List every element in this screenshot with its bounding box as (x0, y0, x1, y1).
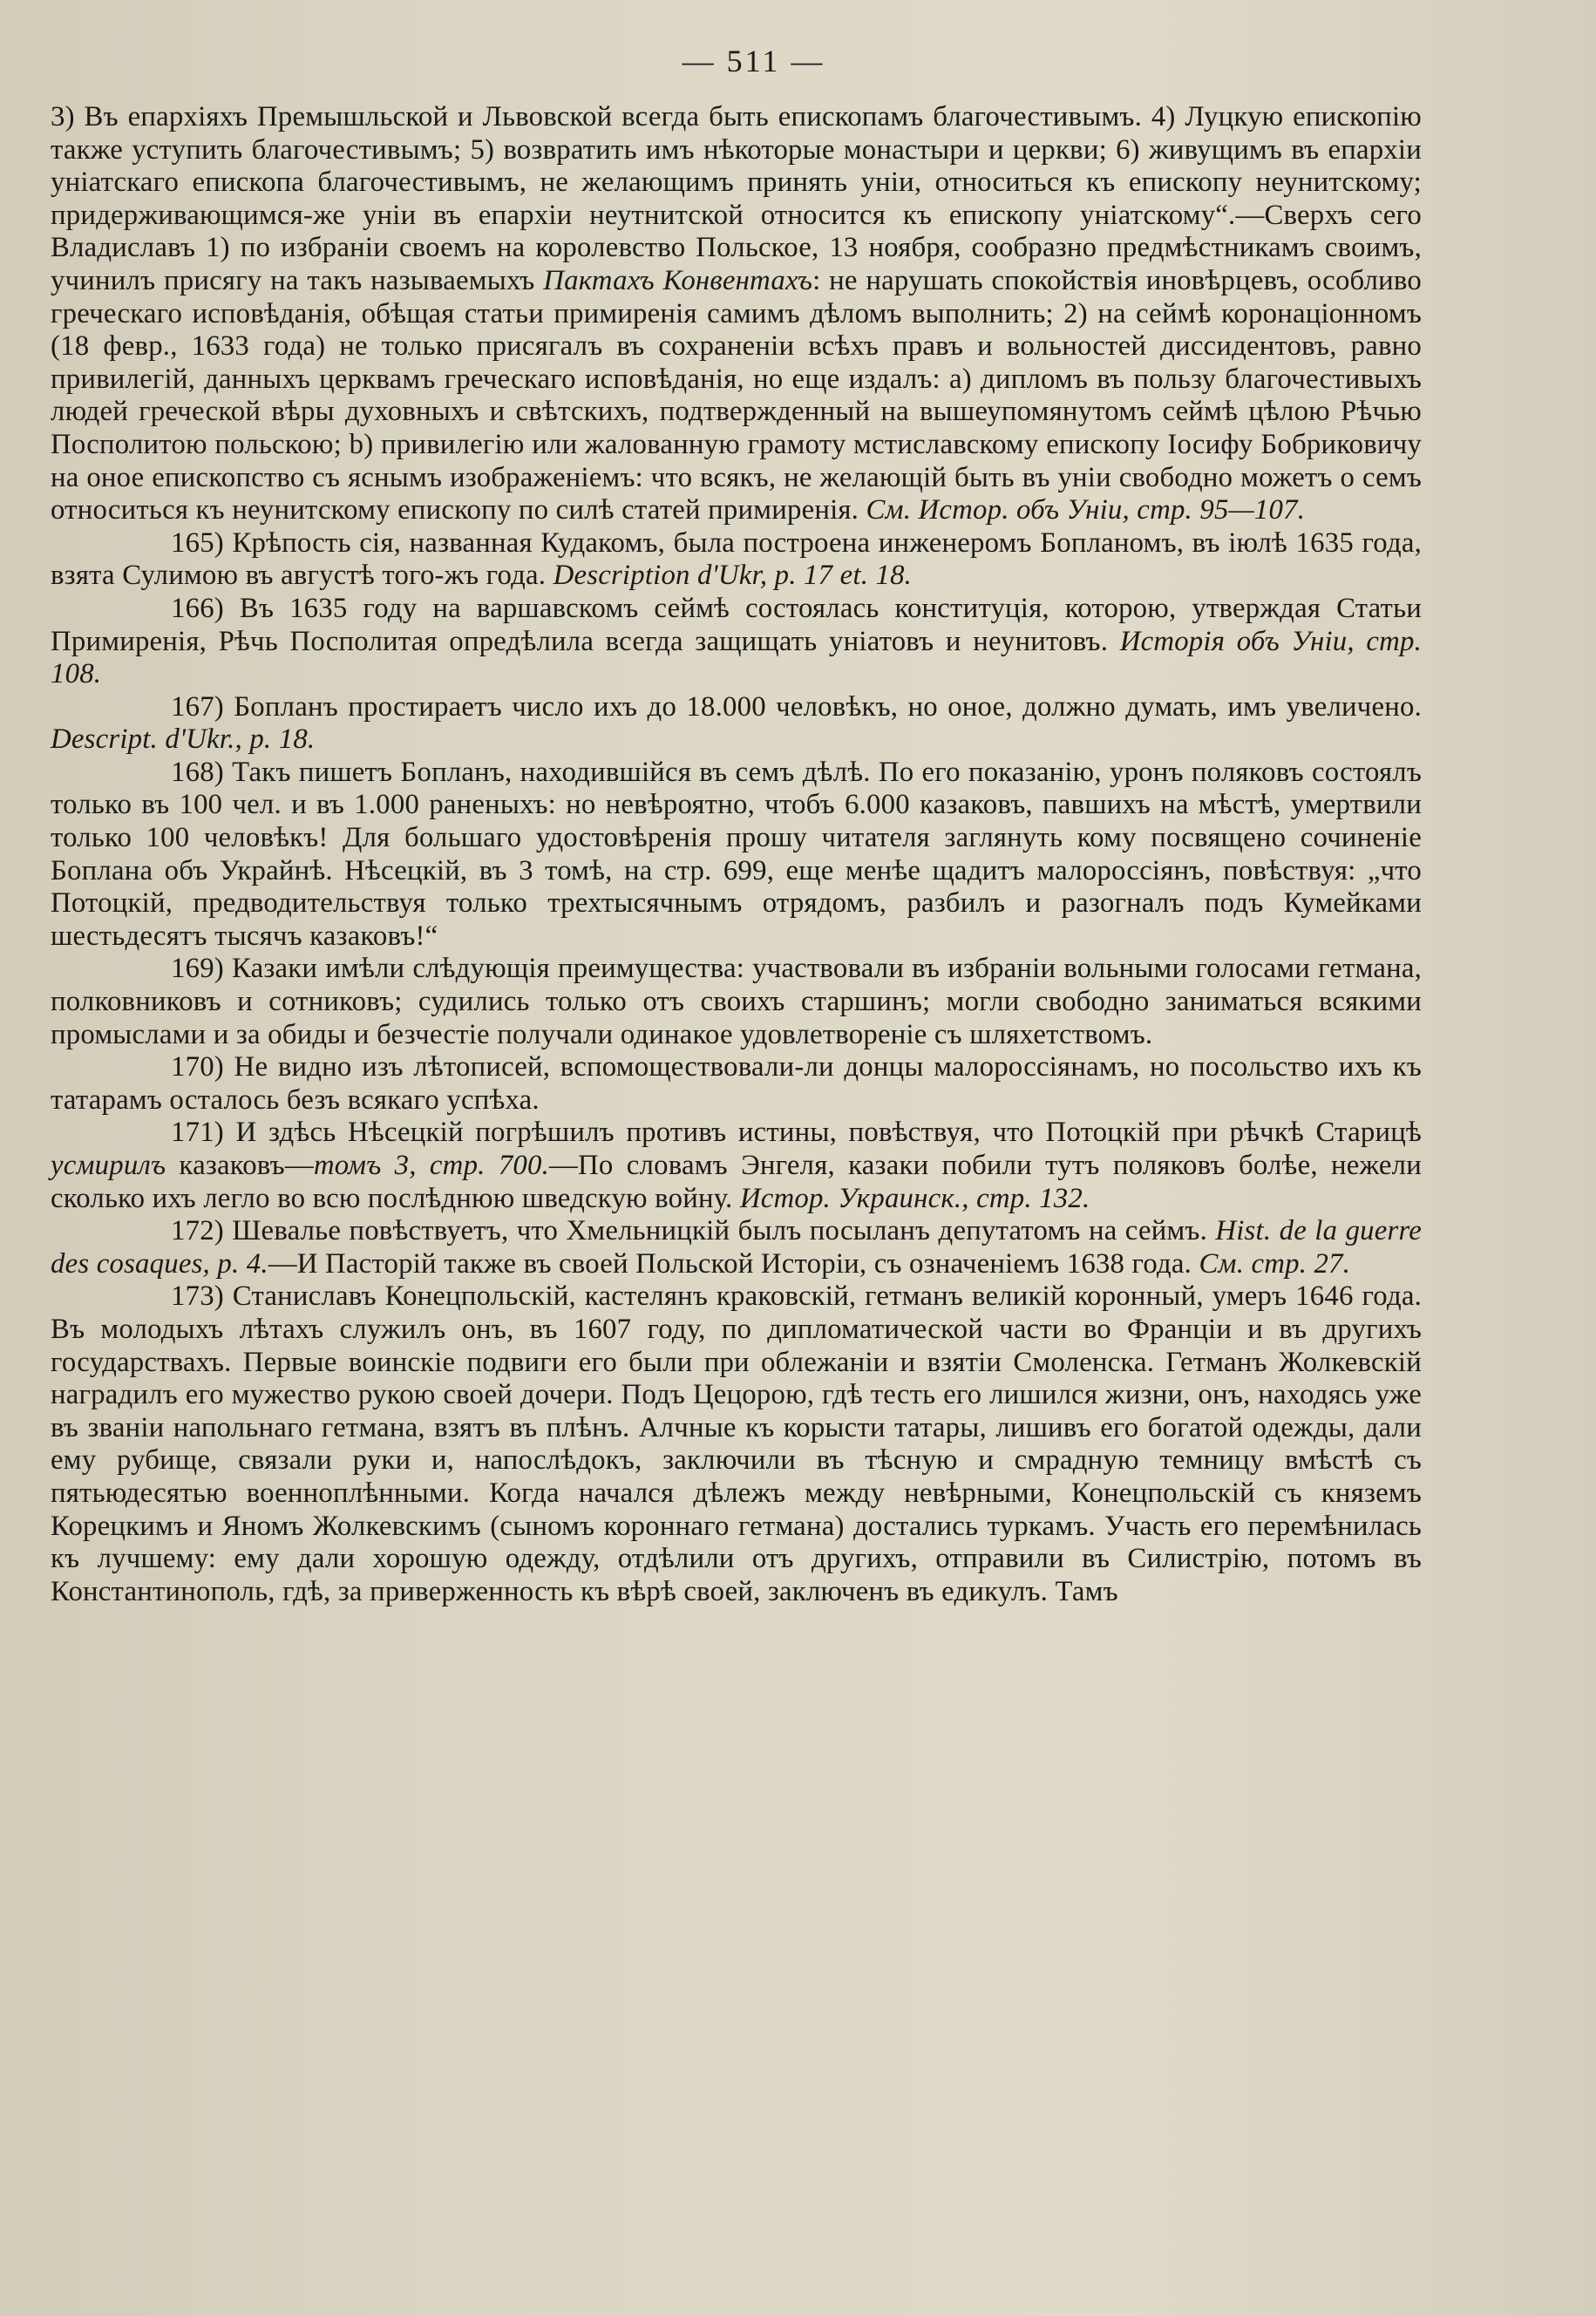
note-source: Исторія объ Уніи, стр. 108. (51, 625, 1422, 690)
note-source: Пактахъ Конвентахъ (543, 264, 813, 296)
footnote-167 (51, 691, 1422, 757)
note-source: Descript. d'Ukr., p. 18. (51, 723, 316, 756)
note-text: 165) Крѣпость сія, названная Кудакомъ, была построена инженеромъ Бопланомъ, въ іюлѣ 1635 года, взята Сулимою въ августѣ того-жъ года. (51, 526, 1422, 592)
note-text: 172) Шевалье повѣствуетъ, что Хмельницкій былъ посыланъ депутатомъ на сеймъ. (171, 1215, 1216, 1247)
note-text: 171) И здѣсь Нѣсецкій погрѣшилъ противъ истины, повѣствуя, что Потоцкій при рѣчкѣ Старицѣ (171, 1117, 1422, 1149)
footnote-173 (51, 1280, 1422, 1608)
footnote-170 (51, 1051, 1422, 1117)
footnote-171 (51, 1117, 1422, 1215)
note-source: См. стр. 27. (1199, 1247, 1351, 1280)
note-source: Hist. de la guerre des cosaques, p. 4. (51, 1215, 1422, 1280)
footnote-168 (51, 757, 1422, 954)
footnote-continuation (51, 101, 1422, 527)
note-source: усмирилъ (51, 1150, 166, 1181)
note-source: См. Истор. объ Уніи, стр. 95—107. (866, 494, 1306, 526)
note-text: —По словамъ Энгеля, казаки побили тутъ поляковъ болѣе, нежели сколько ихъ легло во всю послѣднюю шведскую войну. (51, 1150, 1422, 1214)
note-text: казаковъ— (166, 1150, 314, 1181)
footnote-165 (51, 527, 1422, 593)
footnote-169 (51, 953, 1422, 1051)
note-source: Description d'Ukr, p. 17 et. 18. (553, 560, 913, 592)
page-number: — 511 — (682, 44, 825, 78)
footnote-172 (51, 1215, 1422, 1280)
footnote-166 (51, 593, 1422, 691)
note-text: 173) Станиславъ Конецпольскій, кастелянъ краковскій, гетманъ великій коронный, умеръ 1646 года. Въ молодыхъ лѣтахъ служилъ онъ, въ 1607 году, по дипломатической части во Франціи и въ другихъ государствахъ. Первые воинскіе подвиги его были при облежаніи и взятіи Смоленска. Гетманъ Жолкевскій наградилъ его мужество рукою своей дочери. Подъ Цецорою, гдѣ тесть его лишился жизни, онъ, находясь уже въ званіи напольнаго гетмана, взятъ въ плѣнъ. Алчные къ корысти татары, лишивъ его богатой одежды, дали ему рубище, связали руки и, напослѣдокъ, заключили въ тѣсную и смрадную темницу вмѣстѣ съ пятьюдесятью военноплѣнными. Когда начался дѣлежъ между невѣрными, Конецпольскій съ княземъ Корецкимъ и Яномъ Жолкевскимъ (сыномъ короннаго гетмана) достались туркамъ. Участь его перемѣнилась къ лучшему: ему дали хорошую одежду, отдѣлили отъ другихъ, отправили въ Силистрію, потомъ въ Константинополь, гдѣ, за приверженность къ вѣрѣ своей, заключенъ въ едикулъ. Тамъ (51, 1280, 1422, 1607)
note-text: 168) Такъ пишетъ Бопланъ, находившійся въ семъ дѣлѣ. По его показанію, уронъ поляковъ состоялъ только въ 100 чел. и въ 1.000 раненыхъ: но невѣроятно, чтобъ 6.000 казаковъ, павшихъ на мѣстѣ, умертвили только 100 человѣкъ! Для большаго удостовѣренія прошу читателя заглянуть кому посвящено сочиненіе Боплана объ Украйнѣ. Нѣсецкій, въ 3 томѣ, на стр. 699, еще менѣе щадитъ малороссіянъ, повѣствуя: „что Потоцкій, предводительствуя только трехтысячнымъ отрядомъ, разбилъ и разогналъ подъ Кумейками шестьдесятъ тысячъ казаковъ!“ (51, 756, 1422, 952)
note-text: 3) Въ епархіяхъ Премышльской и Львовской всегда быть епископамъ благочестивымъ. 4) Луцкую епископію также уступить благочестивымъ; 5) возвратить имъ нѣкоторые монастыри и церкви; 6) живущимъ въ епархіи уніатскаго епископа благочестивымъ, не желающимъ принять уніи, относиться къ епископу неунитскому; придерживающимся-же уніи въ епархіи неутнитской относится къ епископу уніатскому“.—Сверхъ сего Владиславъ 1) по избраніи своемъ на королевство Польское, 13 ноября, сообразно предмѣстникамъ своимъ, учинилъ присягу на такъ называемыхъ (51, 101, 1422, 296)
note-text: 167) Бопланъ простираетъ число ихъ до 18.000 человѣкъ, но оное, должно думать, имъ увеличено. (171, 690, 1422, 723)
note-text: —И Пасторій также въ своей Польской Исторіи, съ означеніемъ 1638 года. (268, 1247, 1199, 1280)
note-source: Истор. Украинск., стр. 132. (739, 1182, 1090, 1214)
note-text: 170) Не видно изъ лѣтописей, вспомоществовали-ли донцы малороссіянамъ, но посольство ихъ къ татарамъ осталось безъ всякаго успѣха. (51, 1051, 1422, 1116)
note-source: томъ 3, стр. 700. (313, 1150, 550, 1181)
note-text: 166) Въ 1635 году на варшавскомъ сеймѣ состоялась конституція, которою, утверждая Статьи Примиренія, Рѣчь Посполитая опредѣлила всегда защищать уніатовъ и неунитовъ. (51, 592, 1422, 657)
note-text: : не нарушать спокойствія иновѣрцевъ, особливо греческаго исповѣданія, обѣщая статьи примиренія самимъ дѣломъ выполнить; 2) на сеймѣ коронаціонномъ (18 февр., 1633 года) не только присягалъ въ сохраненіи всѣхъ правъ и вольностей диссидентовъ, равно привилегій, данныхъ церквамъ греческаго исповѣданія, но еще издалъ: a) дипломъ въ пользу благочестивыхъ людей греческой вѣры духовныхъ и свѣтскихъ, подтвержденный на вышеупомянутомъ сеймѣ цѣлою Рѣчью Посполитою польскою; b) привилегію или жалованную грамоту мстиславскому епископу Іосифу Бобриковичу на оное епископство съ яснымъ изображеніемъ: что всякъ, не желающій быть въ уніи свободно можетъ о семъ относиться къ неунитскому епископу по силѣ статей примиренія. (51, 264, 1422, 526)
note-text: 169) Казаки имѣли слѣдующія преимущества: участвовали въ избраніи вольными голосами гетмана, полковниковъ и сотниковъ; судились только отъ своихъ старшинъ; могли свободно заниматься всякими промыслами и за обиды и безчестіе получали одинакое удовлетвореніе съ шляхетствомъ. (51, 953, 1422, 1050)
